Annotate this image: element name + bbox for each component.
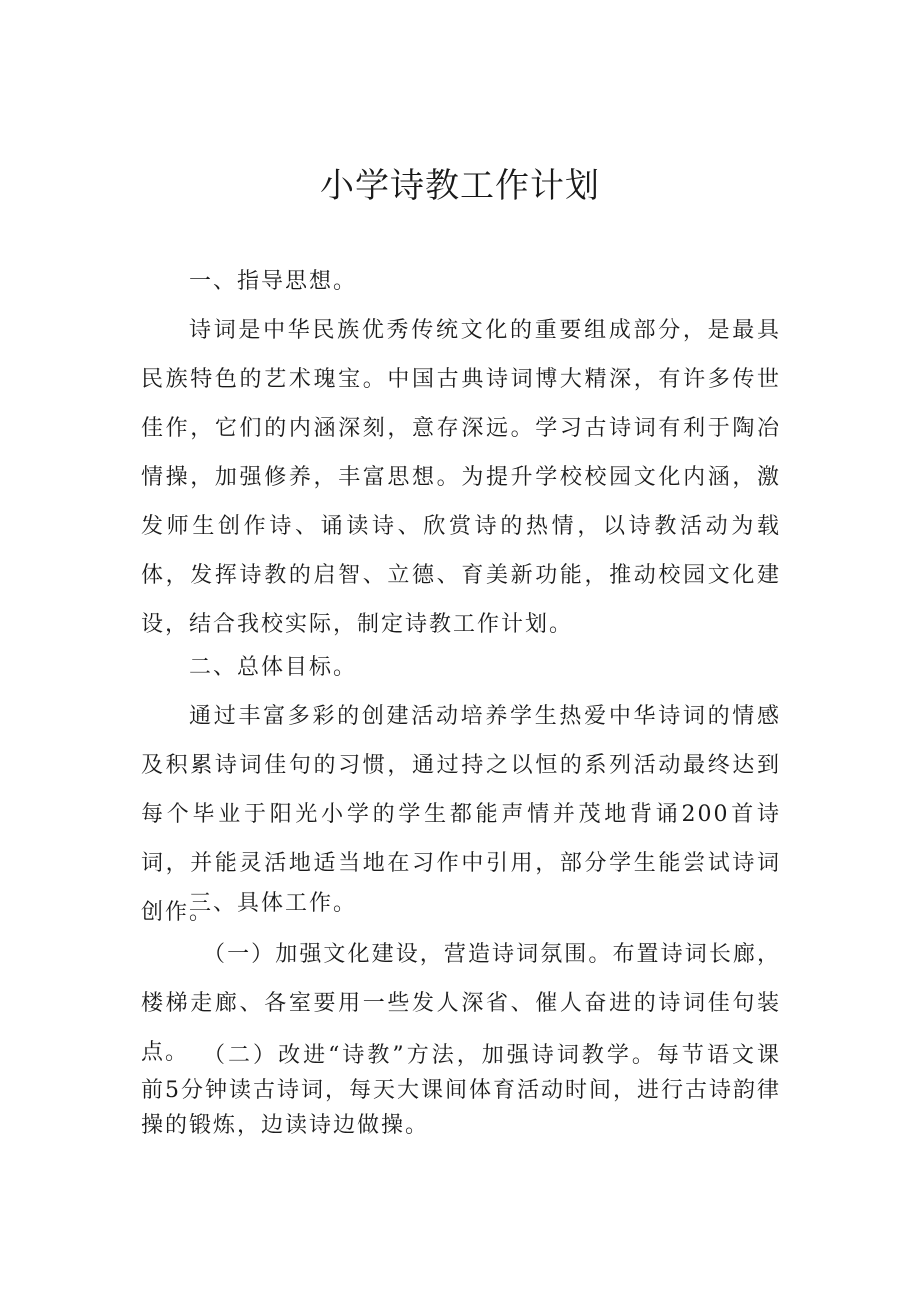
paragraph-cultural-construction: （一）加强文化建设，营造诗词氛围。布置诗词长廊，楼梯走廊、各室要用一些发人深省、催人奋进的诗词佳句装点。 <box>141 942 781 1065</box>
section-heading-guiding-ideology: 一、指导思想。 <box>189 269 358 294</box>
paragraph-guiding-ideology: 诗词是中华民族优秀传统文化的重要组成部分，是最具民族特色的艺术瑰宝。中国古典诗词博大精深，有许多传世佳作，它们的内涵深刻，意存深远。学习古诗词有利于陶冶情操，加强修养，丰富思想。为提升学校校园文化内涵，激发师生创作诗、诵读诗、欣赏诗的热情，以诗教活动为载体，发挥诗教的启智、立德、育美新功能，推动校园文化建设，结合我校实际，制定诗教工作计划。 <box>141 318 781 637</box>
paragraph-overall-goal: 通过丰富多彩的创建活动培养学生热爱中华诗词的情感及积累诗词佳句的习惯，通过持之以恒的系列活动最终达到每个毕业于阳光小学的学生都能声情并茂地背诵200首诗词，并能灵活地适当地在习作中引用，部分学生能尝试诗词创作。 <box>141 704 781 925</box>
document-title: 小学诗教工作计划 <box>320 166 600 206</box>
paragraph-teaching-method: （二）改进“诗教”方法，加强诗词教学。每节语文课前5分钟读古诗词，每天大课间体育活动时间，进行古诗韵律操的锻炼，边读诗边做操。 <box>141 1043 781 1138</box>
section-heading-overall-goal: 二、总体目标。 <box>189 655 358 680</box>
section-heading-specific-work: 三、具体工作。 <box>189 891 358 916</box>
